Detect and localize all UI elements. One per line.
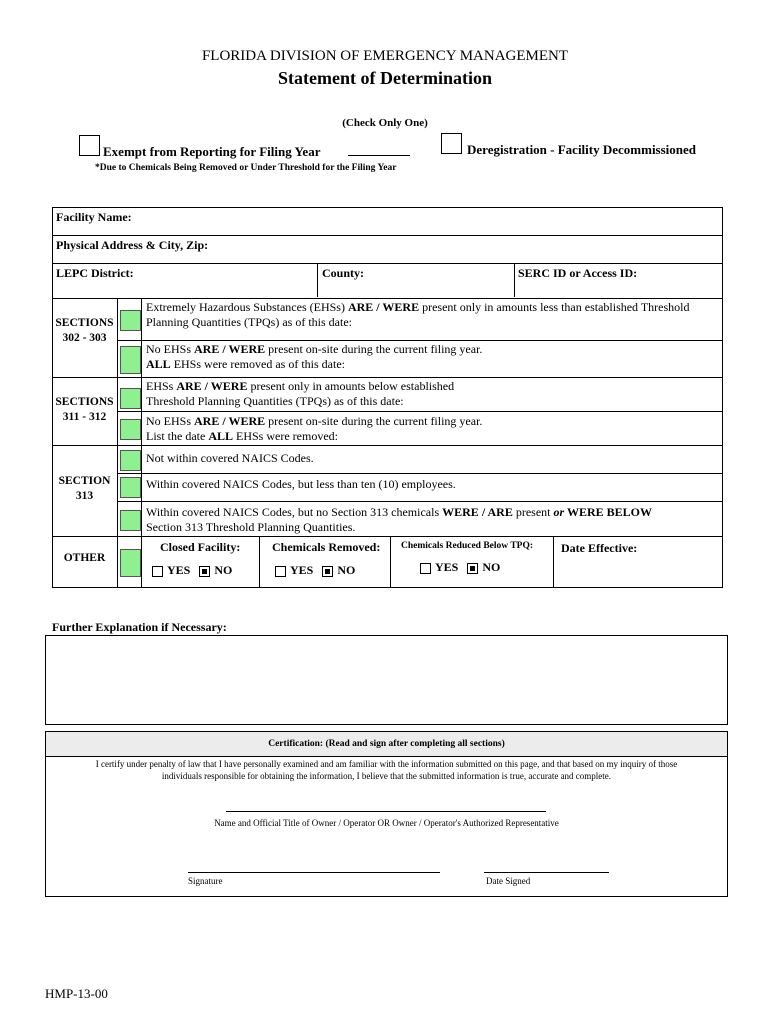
- s313-option-2-checkbox[interactable]: [120, 477, 141, 498]
- reduced-no-checkbox[interactable]: [467, 563, 478, 574]
- s313-option-2-text: Within covered NAICS Codes, but less than ten (10) employees.: [146, 477, 456, 491]
- explanation-textarea[interactable]: [45, 635, 728, 725]
- lepc-district-label: LEPC District:: [56, 266, 134, 280]
- deregistration-checkbox[interactable]: [441, 133, 462, 154]
- other-label: OTHER: [63, 552, 106, 564]
- certification-text-line-2: individuals responsible for obtaining the information, I believe that the submitted information is true, accurate and complete.: [161, 771, 612, 781]
- certification-heading: Certification: (Read and sign after completing all sections): [46, 732, 727, 757]
- s302-option-2-text: No EHSs ARE / WERE present on-site during the current filing year. ALL EHSs were removed as of this date:: [146, 342, 483, 371]
- s313-option-1-text: Not within covered NAICS Codes.: [146, 451, 314, 465]
- signature-line[interactable]: [188, 872, 440, 873]
- check-only-one-note: (Check Only One): [342, 117, 428, 129]
- date-signed-line[interactable]: [484, 872, 609, 873]
- chemicals-removed-label: Chemicals Removed:: [272, 540, 381, 554]
- facility-info-box: [52, 207, 723, 299]
- s311-option-2-text: No EHSs ARE / WERE present on-site during the current filing year. List the date ALL EHSs were removed:: [146, 414, 483, 443]
- closed-facility-options: YES NO: [152, 563, 232, 578]
- agency-name: FLORIDA DIVISION OF EMERGENCY MANAGEMENT: [201, 48, 569, 64]
- s302-option-2-checkbox[interactable]: [120, 346, 141, 374]
- date-effective-label: Date Effective:: [561, 541, 638, 555]
- s302-option-1-checkbox[interactable]: [120, 310, 141, 331]
- s313-option-3-checkbox[interactable]: [120, 510, 141, 531]
- removed-no-checkbox[interactable]: [322, 566, 333, 577]
- reduced-yes-checkbox[interactable]: [420, 563, 431, 574]
- removed-yes-checkbox[interactable]: [275, 566, 286, 577]
- exempt-label: Exempt from Reporting for Filing Year: [103, 144, 321, 159]
- closed-yes-checkbox[interactable]: [152, 566, 163, 577]
- s302-option-1-text: Extremely Hazardous Substances (EHSs) ARE / WERE present only in amounts less than established Threshold Planning Quantities (TPQs) as of this date:: [146, 300, 690, 329]
- deregistration-label: Deregistration - Facility Decommissioned: [467, 142, 697, 157]
- form-number: HMP-13-00: [45, 986, 108, 1001]
- explanation-label: Further Explanation if Necessary:: [52, 620, 227, 634]
- chemicals-removed-options: YES NO: [275, 563, 355, 578]
- chemicals-reduced-label: Chemicals Reduced Below TPQ:: [401, 541, 534, 551]
- s311-option-1-text: EHSs ARE / WERE present only in amounts below established Threshold Planning Quantities (TPQs) as of this date:: [146, 379, 455, 408]
- section-313-label: SECTION 313: [58, 475, 111, 502]
- certification-text-line-1: I certify under penalty of law that I have personally examined and am familiar with the information submitted on this page, and that based on my inquiry of those: [95, 759, 678, 769]
- s311-option-1-checkbox[interactable]: [120, 388, 141, 409]
- facility-name-label: Facility Name:: [56, 210, 132, 224]
- closed-facility-label: Closed Facility:: [160, 540, 241, 554]
- serc-id-label: SERC ID or Access ID:: [518, 266, 638, 280]
- date-signed-label: Date Signed: [486, 876, 531, 886]
- filing-year-field[interactable]: [348, 155, 410, 156]
- s313-option-3-text: Within covered NAICS Codes, but no Section 313 chemicals WERE / ARE present or WERE BELOW Section 313 Threshold Planning Quantities.: [146, 505, 652, 534]
- other-checkbox[interactable]: [120, 549, 141, 577]
- s313-option-1-checkbox[interactable]: [120, 450, 141, 471]
- s311-option-2-checkbox[interactable]: [120, 419, 141, 440]
- county-label: County:: [322, 266, 365, 280]
- name-title-label: Name and Official Title of Owner / Operator OR Owner / Operator's Authorized Representative: [214, 818, 559, 828]
- chemicals-reduced-options: YES NO: [420, 560, 500, 575]
- exempt-note: *Due to Chemicals Being Removed or Under Threshold for the Filing Year: [95, 163, 397, 173]
- sections-302-303-label: SECTIONS 302 - 303: [55, 317, 114, 344]
- signature-label: Signature: [188, 876, 223, 886]
- certification-box: [45, 731, 728, 897]
- closed-no-checkbox[interactable]: [199, 566, 210, 577]
- page-title: Statement of Determination: [278, 68, 492, 88]
- name-title-line[interactable]: [226, 811, 546, 812]
- sections-311-312-label: SECTIONS 311 - 312: [55, 396, 114, 423]
- physical-address-label: Physical Address & City, Zip:: [56, 238, 209, 252]
- exempt-checkbox[interactable]: [79, 135, 100, 156]
